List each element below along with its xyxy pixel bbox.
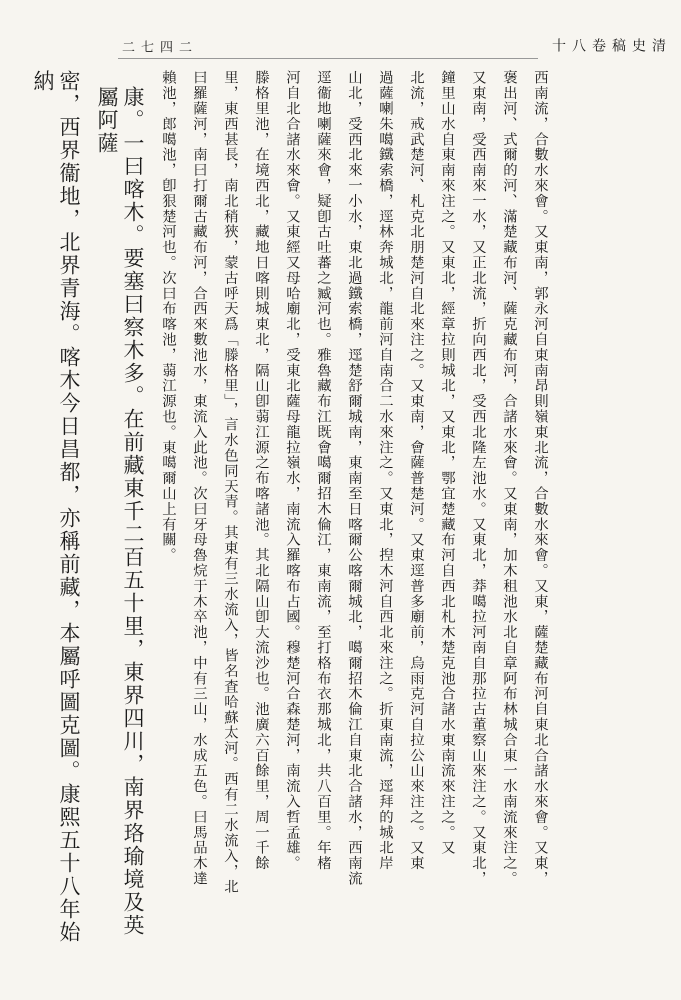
text-column-14: 康。一曰喀木。要塞曰察木多。在前藏東千二百五十里，東界四川，南界珞瑜境及英屬阿薩 — [95, 86, 145, 937]
running-title: 清史稿卷八十 — [550, 38, 666, 58]
text-column-7: 山北，受西北來一小水，東北過鐵索橋，逕楚舒爾城南，東南至日喀爾公喀爾城北，噶爾招木倫江自東北合諸水，西南流 — [346, 70, 362, 887]
text-column-9: 河自北合諸水來會。又東經又母哈廟北，受東北薩母龍拉嶺水，南流入羅喀布占國。穆楚河合森楚河，南流入哲孟雄。 — [284, 70, 300, 871]
page-number: 二四七二 — [119, 40, 191, 55]
vertical-text-body — [31, 70, 549, 950]
text-column-1: 西南流，合數水來會。又東南，郭永河自東南昂則嶺東北流，合數水來會。又東，薩楚藏布河自東北合諸水來會。又東， — [532, 70, 548, 887]
text-column-6: 過薩喇朱噶鐵索橋，逕林奔城北，龍前河自南合二水來注之。又東北，揑木河自西北來注之。折東南流，逕拜的城北岸 — [377, 70, 393, 871]
page-header — [0, 0, 681, 60]
text-column-10: 滕格里池，在境西北，藏地日喀則城東北，隔山卽蒻江源之布喀諸池。其北隔山卽大流沙也。池廣六百餘里，周一千餘 — [253, 70, 269, 871]
text-column-4: 鐘里山水自東南來注之。又東北，經章拉則城北，又東北，鄂宜楚藏布河自西北札木楚克池合諸水東南流來注之。又 — [439, 70, 455, 856]
text-column-15: 密，西界衞地，北界青海。喀木今日昌都，亦稱前藏，本屬呼圖克圖。康熙五十八年始納 — [31, 70, 81, 944]
text-column-8: 逕衞地喇薩來會，疑卽古吐蕃之臧河也。雅魯藏布江既會噶爾招木倫江，東南流，至打格布衣那城北，共八百里。年楮 — [315, 70, 331, 871]
text-column-12: 曰羅薩河，南曰打爾古藏布河，合西來數池水，東流入此池。次曰牙母魯烷于木卒池，中有三山，水成五色。曰馬品木達 — [191, 70, 207, 887]
text-column-3: 又東南，受西南來一水，又正北流，折向西北，受西北隆左池水。又東北，莽噶拉河南自那拉古董察山來注之。又東北， — [470, 70, 486, 887]
text-column-11: 里，東西甚長，南北稍狹，蒙古呼天爲「滕格里」，言水色同天青。其東有三水流入，皆名査哈蘇太河。西有二水流入，北 — [222, 70, 238, 895]
text-column-13: 賴池，郎噶池，卽狠楚河也。次曰布喀池，蒻江源也。東噶爾山上有關。 — [160, 70, 176, 563]
text-column-2: 褒出河、式爾的河、滿楚藏布河、薩克藏布河，合諸水來會。又東南，加木租池水北自章阿布林城合東一水南流來注之。 — [501, 70, 517, 887]
text-column-5: 北流，戒武楚河、札克北朋楚河自北來注之。又東南，會薩普楚河。又東逕普多廟前，烏雨克河自拉公山來注之。又東 — [408, 70, 424, 871]
